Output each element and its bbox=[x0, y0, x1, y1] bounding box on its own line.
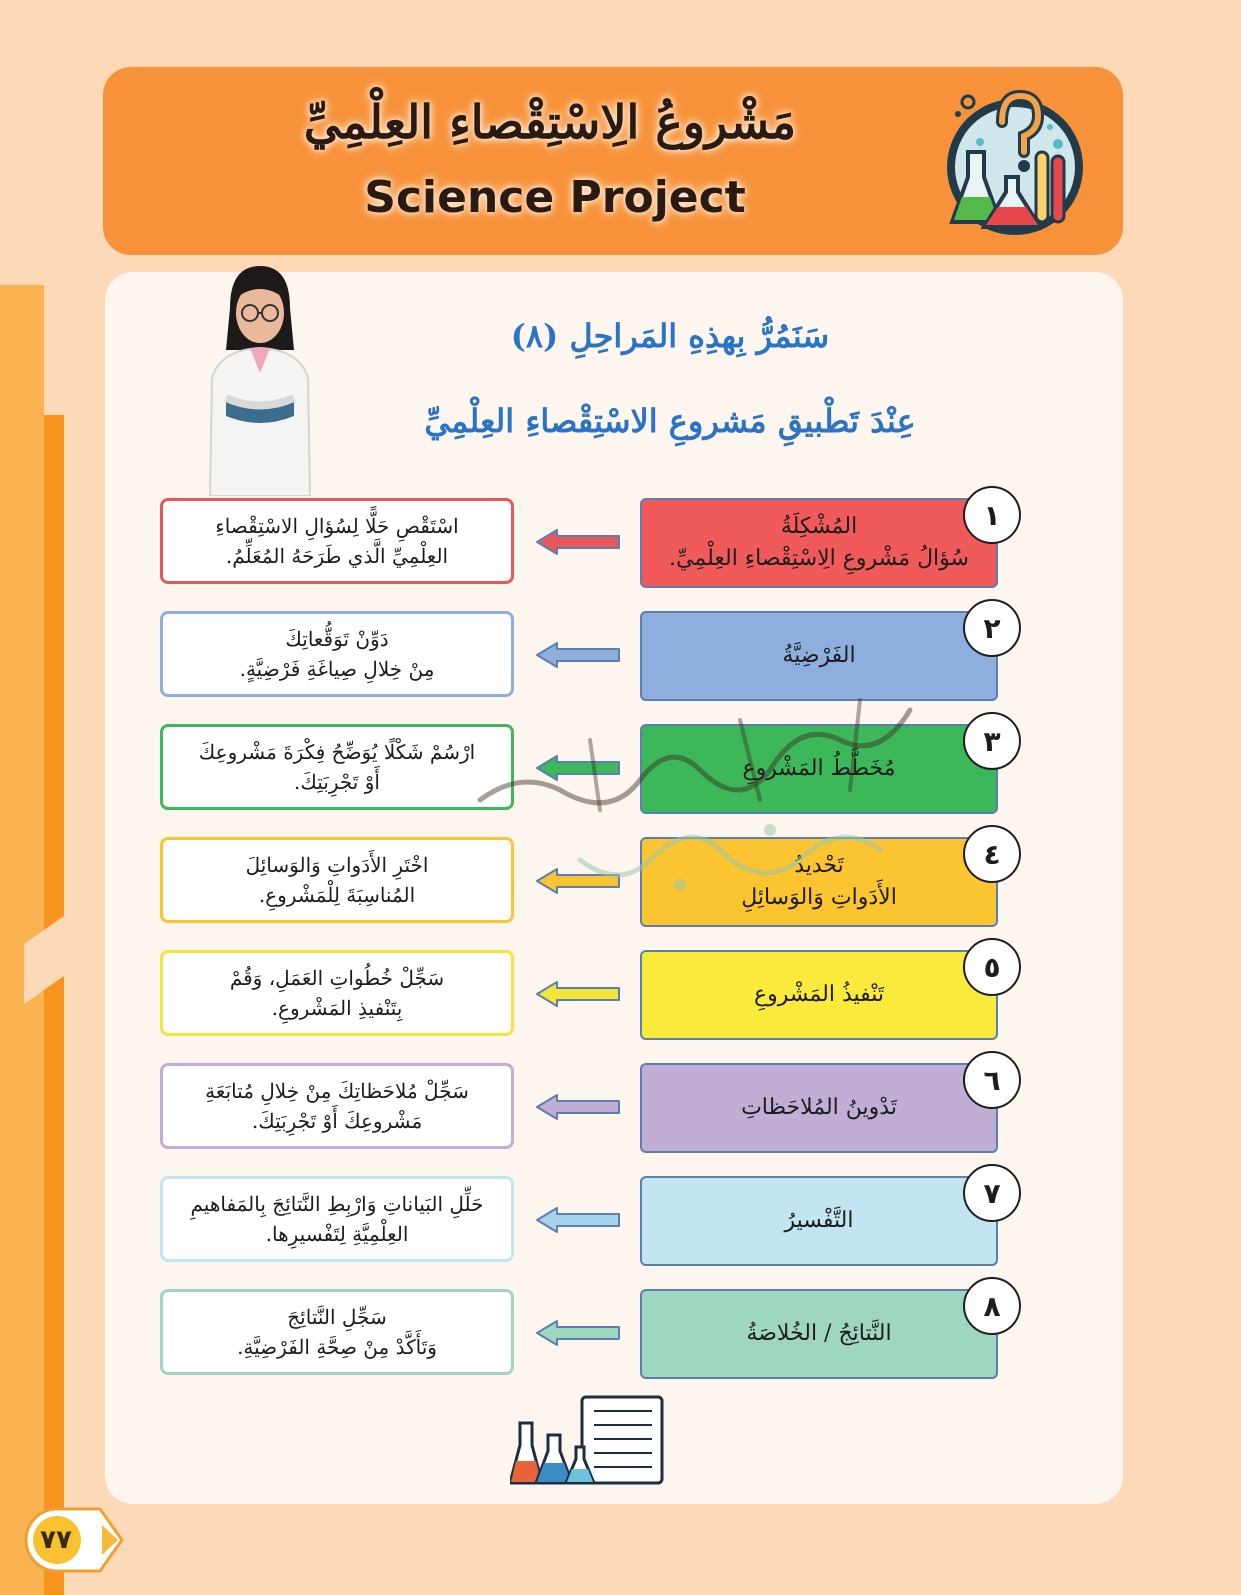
stage-description bbox=[160, 498, 514, 584]
stage-description-line: أَوْ تَجْرِبَتِكَ. bbox=[294, 770, 380, 794]
stage-title-line: الفَرْضِيَّةُ bbox=[782, 643, 856, 669]
stage-description-line: حَلِّلِ البَياناتِ وَارْبِطِ النَّتائِجَ بِالمَفاهيمِ bbox=[190, 1192, 484, 1216]
stage-description-line: العِلْمِيِّ الَّذي طَرَحَهُ المُعَلِّمُ. bbox=[225, 544, 449, 568]
stage-description-line: سَجِّلِ النَّتائِجَ bbox=[287, 1305, 387, 1329]
stage-row bbox=[0, 611, 1241, 703]
stage-title-box bbox=[640, 611, 998, 701]
stage-row bbox=[0, 724, 1241, 816]
stage-number-badge: ٦ bbox=[963, 1051, 1021, 1109]
stage-description bbox=[160, 611, 514, 697]
stage-title-line: المُشْكِلَةُ bbox=[780, 514, 858, 540]
stage-number-badge: ٥ bbox=[963, 938, 1021, 996]
page-title-arabic: مَشْروعُ الِاسْتِقْصاءِ العِلْمِيِّ bbox=[303, 95, 797, 149]
stage-row bbox=[0, 950, 1241, 1042]
intro-line-1: سَنَمُرُّ بِهذِهِ المَراحِلِ (٨) bbox=[510, 317, 830, 355]
student-scientist-photo bbox=[190, 258, 330, 496]
left-arrow-icon bbox=[535, 641, 621, 669]
stage-description-line: اخْتَرِ الأَدَواتِ وَالوَسائِلَ bbox=[245, 853, 429, 877]
left-arrow-icon bbox=[535, 754, 621, 782]
stage-title-box bbox=[640, 837, 998, 927]
stage-description-line: ارْسُمْ شَكْلًا يُوَضِّحُ فِكْرَةَ مَشْروعِكَ bbox=[198, 740, 476, 764]
stage-description-line: مَشْروعِكَ أَوْ تَجْرِبَتِكَ. bbox=[251, 1109, 423, 1133]
stage-description-line: المُناسِبَةَ لِلْمَشْروعِ. bbox=[258, 883, 416, 907]
stage-description bbox=[160, 724, 514, 810]
left-arrow-icon bbox=[535, 1093, 621, 1121]
stage-row bbox=[0, 498, 1241, 590]
stage-title-box bbox=[640, 498, 998, 588]
stage-description-line: بِتَنْفيذِ المَشْروعِ. bbox=[271, 996, 403, 1020]
stage-description-line: مِنْ خِلالِ صِياغَةِ فَرْضِيَّةٍ. bbox=[239, 657, 435, 681]
stage-number-badge: ٢ bbox=[963, 599, 1021, 657]
left-arrow-icon bbox=[535, 867, 621, 895]
left-arrow-icon bbox=[535, 980, 621, 1008]
stage-title-line: التَّفْسيرُ bbox=[784, 1208, 854, 1234]
stage-title-box bbox=[640, 1289, 998, 1379]
stage-title-box bbox=[640, 724, 998, 814]
stage-title-line: تَدْوينُ المُلاحَظاتِ bbox=[741, 1095, 897, 1121]
science-lab-icon bbox=[940, 82, 1090, 242]
stage-row bbox=[0, 1289, 1241, 1381]
stage-description bbox=[160, 1289, 514, 1375]
stage-description-line: وَتَأَكَّدْ مِنْ صِحَّةِ الفَرْضِيَّةِ. bbox=[237, 1335, 437, 1359]
page-title-english: Science Project bbox=[364, 172, 746, 223]
page-number: ٧٧ bbox=[40, 1525, 72, 1555]
stage-description-line: سَجِّلْ خُطُواتِ العَمَلِ، وَقُمْ bbox=[229, 966, 445, 990]
stage-description bbox=[160, 1063, 514, 1149]
stage-description bbox=[160, 837, 514, 923]
stage-title-box bbox=[640, 1063, 998, 1153]
intro-line-2: عِنْدَ تَطْبيقِ مَشروعِ الاسْتِقْصاءِ العِلْمِيِّ bbox=[424, 402, 916, 440]
stage-title-box bbox=[640, 950, 998, 1040]
stage-number-badge: ١ bbox=[963, 486, 1021, 544]
left-arrow-icon bbox=[535, 528, 621, 556]
left-arrow-icon bbox=[535, 1319, 621, 1347]
stage-title-line: الأَدَواتِ وَالوَسائِلِ bbox=[741, 885, 897, 910]
stage-description-line: اسْتَقْصِ حَلًّا لِسُؤالِ الاسْتِقْصاءِ bbox=[215, 514, 459, 538]
stage-description bbox=[160, 950, 514, 1036]
stage-title-line: تَنْفيذُ المَشْروعِ bbox=[753, 982, 885, 1008]
stage-number-badge: ٤ bbox=[963, 825, 1021, 883]
lab-flasks-clipboard-icon bbox=[510, 1395, 670, 1490]
stage-number-badge: ٣ bbox=[963, 712, 1021, 770]
stage-title-line: مُخَطَّطُ المَشْروعِ bbox=[742, 756, 896, 782]
stage-row bbox=[0, 1176, 1241, 1268]
stage-description-line: دَوِّنْ تَوَقُّعاتِكَ bbox=[285, 627, 389, 651]
stage-row bbox=[0, 1063, 1241, 1155]
stage-description-line: العِلْمِيَّةِ لِتَفْسيرِها. bbox=[265, 1222, 409, 1246]
stage-title-box bbox=[640, 1176, 998, 1266]
stage-title-line: النَّتائِجُ / الخُلاصَةُ bbox=[746, 1321, 892, 1347]
stage-title-line: تَحْديدُ bbox=[794, 853, 844, 879]
stage-number-badge: ٨ bbox=[963, 1277, 1021, 1335]
stage-description-line: سَجِّلْ مُلاحَظاتِكَ مِنْ خِلالِ مُتابَعَةِ bbox=[205, 1079, 469, 1103]
stage-title-line: سُؤالُ مَشْروعِ الِاسْتِقْصاءِ العِلْمِيِّ. bbox=[669, 546, 969, 571]
stage-description bbox=[160, 1176, 514, 1262]
stage-row bbox=[0, 837, 1241, 929]
stage-number-badge: ٧ bbox=[963, 1164, 1021, 1222]
left-arrow-icon bbox=[535, 1206, 621, 1234]
